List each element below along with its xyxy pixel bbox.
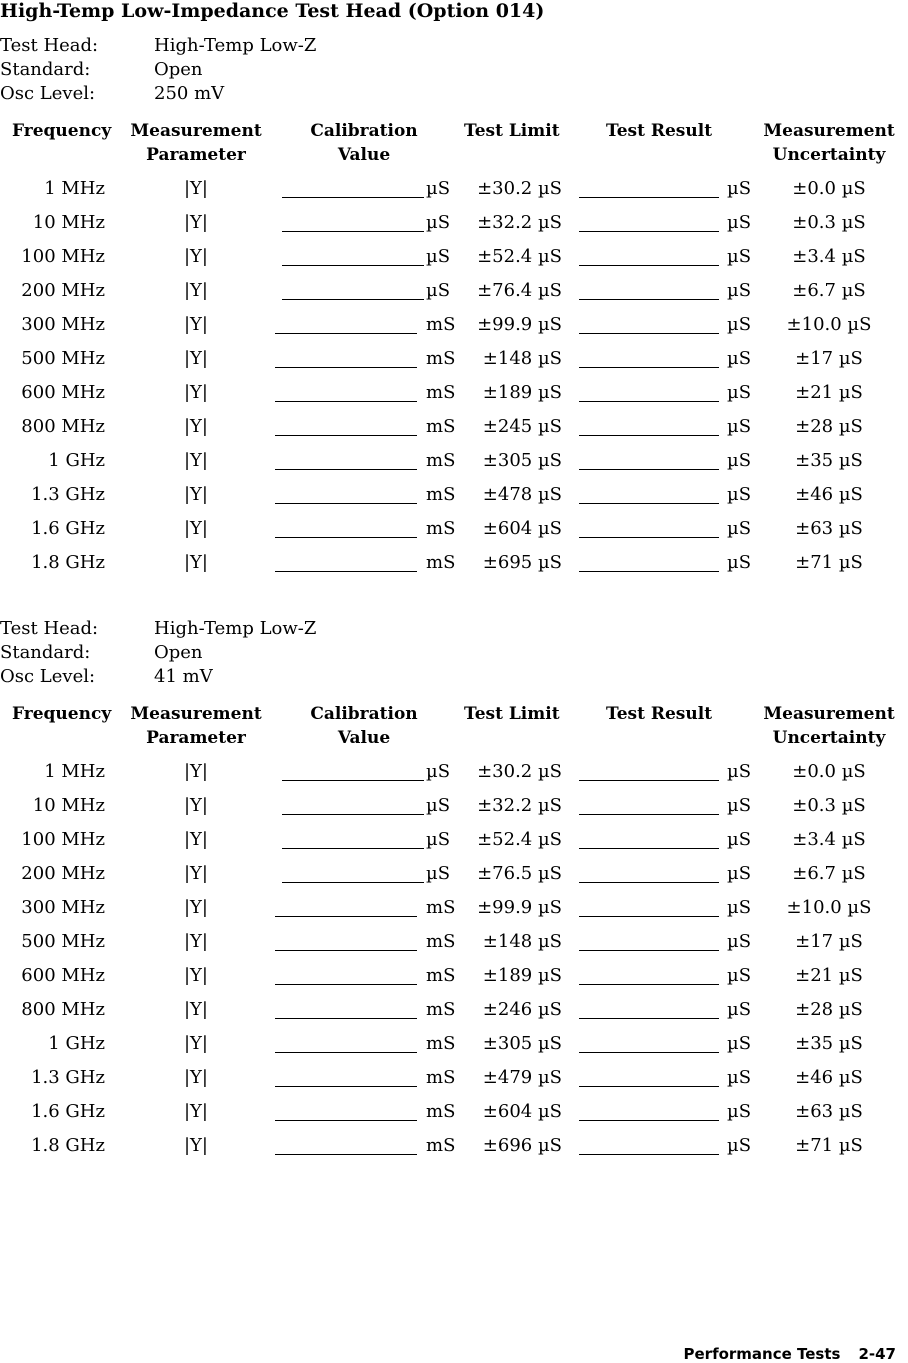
test-result-unit: µS: [727, 1033, 752, 1054]
frequency-cell: 200 MHz: [21, 863, 105, 884]
test-result-unit: µS: [727, 1067, 752, 1088]
meta-label: Test Head:: [0, 35, 99, 56]
uncertainty-cell: ±71 µS: [795, 552, 863, 573]
header-measurement-uncertainty: [760, 119, 898, 167]
meta-row: [0, 59, 908, 83]
meta-value: High-Temp Low-Z: [154, 35, 317, 56]
frequency-cell: 1.3 GHz: [31, 484, 105, 505]
uncertainty-cell: ±35 µS: [795, 1033, 863, 1054]
uncertainty-cell: ±21 µS: [795, 965, 863, 986]
calibration-unit: µS: [426, 761, 451, 782]
calibration-value-blank[interactable]: [275, 1018, 417, 1019]
frequency-cell: 1.8 GHz: [31, 1135, 105, 1156]
page-footer: [684, 1345, 897, 1363]
calibration-unit: mS: [426, 484, 456, 505]
parameter-cell: |Y|: [183, 965, 208, 986]
test-result-blank[interactable]: [579, 1120, 719, 1121]
uncertainty-cell: ±63 µS: [795, 1101, 863, 1122]
calibration-unit: mS: [426, 450, 456, 471]
page-title: High-Temp Low-Impedance Test Head (Option 014): [0, 0, 545, 22]
test-result-blank[interactable]: [579, 950, 719, 951]
calibration-unit: mS: [426, 999, 456, 1020]
calibration-value-blank[interactable]: [282, 231, 424, 232]
table-row: [0, 896, 908, 930]
frequency-cell: 1 MHz: [44, 761, 105, 782]
calibration-value-blank[interactable]: [275, 537, 417, 538]
header-line: Uncertainty: [772, 145, 886, 165]
calibration-value-blank[interactable]: [275, 950, 417, 951]
test-result-blank[interactable]: [579, 916, 719, 917]
calibration-value-blank[interactable]: [275, 469, 417, 470]
test-result-blank[interactable]: [579, 1018, 719, 1019]
test-result-blank[interactable]: [579, 333, 719, 334]
test-result-blank[interactable]: [579, 265, 719, 266]
table-row: [0, 449, 908, 483]
test-result-blank[interactable]: [579, 367, 719, 368]
uncertainty-cell: ±6.7 µS: [792, 863, 866, 884]
test-limit-cell: ±76.4 µS: [477, 280, 562, 301]
calibration-value-blank[interactable]: [282, 848, 424, 849]
test-result-blank[interactable]: [579, 537, 719, 538]
uncertainty-cell: ±35 µS: [795, 450, 863, 471]
test-result-unit: µS: [727, 829, 752, 850]
calibration-value-blank[interactable]: [275, 571, 417, 572]
test-limit-cell: ±604 µS: [482, 518, 562, 539]
calibration-unit: µS: [426, 863, 451, 884]
test-limit-cell: ±148 µS: [482, 348, 562, 369]
meta-row: [0, 618, 908, 642]
frequency-cell: 100 MHz: [21, 246, 105, 267]
frequency-cell: 1 GHz: [48, 450, 105, 471]
test-result-blank[interactable]: [579, 469, 719, 470]
test-result-blank[interactable]: [579, 1154, 719, 1155]
header-measurement-uncertainty: [760, 702, 898, 750]
frequency-cell: 1.8 GHz: [31, 552, 105, 573]
test-result-unit: µS: [727, 931, 752, 952]
uncertainty-cell: ±17 µS: [795, 348, 863, 369]
table-row: [0, 313, 908, 347]
calibration-value-blank[interactable]: [275, 916, 417, 917]
table-row: [0, 828, 908, 862]
test-limit-cell: ±52.4 µS: [477, 829, 562, 850]
meta-value: Open: [154, 59, 203, 80]
calibration-unit: µS: [426, 280, 451, 301]
table-header: [0, 119, 908, 177]
uncertainty-cell: ±6.7 µS: [792, 280, 866, 301]
table-row: [0, 964, 908, 998]
header-line: Value: [337, 145, 391, 165]
meta-row: [0, 35, 908, 59]
calibration-unit: mS: [426, 1135, 456, 1156]
uncertainty-cell: ±21 µS: [795, 382, 863, 403]
frequency-cell: 300 MHz: [21, 897, 105, 918]
uncertainty-cell: ±10.0 µS: [786, 314, 872, 335]
table-row: [0, 483, 908, 517]
uncertainty-cell: ±0.0 µS: [792, 178, 866, 199]
header-frequency: Frequency: [12, 704, 112, 724]
meta-label: Osc Level:: [0, 666, 96, 687]
calibration-unit: mS: [426, 552, 456, 573]
header-line: Calibration: [310, 121, 418, 141]
test-result-unit: µS: [727, 484, 752, 505]
meta-label: Osc Level:: [0, 83, 96, 104]
header-line: Measurement: [763, 704, 895, 724]
parameter-cell: |Y|: [183, 212, 208, 233]
test-result-unit: µS: [727, 450, 752, 471]
header-calibration-value: [296, 119, 432, 167]
header-line: Parameter: [146, 145, 246, 165]
test-result-blank[interactable]: [579, 231, 719, 232]
test-result-unit: µS: [727, 382, 752, 403]
meta-row: [0, 642, 908, 666]
calibration-unit: mS: [426, 965, 456, 986]
calibration-unit: mS: [426, 1101, 456, 1122]
test-limit-cell: ±148 µS: [482, 931, 562, 952]
calibration-unit: mS: [426, 1033, 456, 1054]
calibration-value-blank[interactable]: [275, 1086, 417, 1087]
test-result-unit: µS: [727, 314, 752, 335]
parameter-cell: |Y|: [183, 1135, 208, 1156]
parameter-cell: |Y|: [183, 1101, 208, 1122]
table-row: [0, 279, 908, 313]
parameter-cell: |Y|: [183, 178, 208, 199]
test-result-unit: µS: [727, 178, 752, 199]
test-limit-cell: ±245 µS: [482, 416, 562, 437]
parameter-cell: |Y|: [183, 280, 208, 301]
meta-label: Standard:: [0, 642, 91, 663]
uncertainty-cell: ±28 µS: [795, 999, 863, 1020]
uncertainty-cell: ±63 µS: [795, 518, 863, 539]
header-frequency: Frequency: [12, 121, 112, 141]
frequency-cell: 1.3 GHz: [31, 1067, 105, 1088]
header-test-result: Test Result: [606, 121, 713, 141]
test-result-blank[interactable]: [579, 435, 719, 436]
frequency-cell: 300 MHz: [21, 314, 105, 335]
parameter-cell: |Y|: [183, 348, 208, 369]
test-result-unit: µS: [727, 999, 752, 1020]
calibration-unit: mS: [426, 382, 456, 403]
test-limit-cell: ±246 µS: [482, 999, 562, 1020]
test-limit-cell: ±32.2 µS: [477, 212, 562, 233]
frequency-cell: 1 GHz: [48, 1033, 105, 1054]
test-result-unit: µS: [727, 348, 752, 369]
frequency-cell: 600 MHz: [21, 965, 105, 986]
header-line: Measurement: [763, 121, 895, 141]
uncertainty-cell: ±17 µS: [795, 931, 863, 952]
header-measurement-parameter: [128, 119, 264, 167]
uncertainty-cell: ±3.4 µS: [792, 829, 866, 850]
table-row: [0, 347, 908, 381]
header-line: Measurement: [130, 121, 262, 141]
footer-section-title: Performance Tests: [683, 1345, 841, 1363]
uncertainty-cell: ±10.0 µS: [786, 897, 872, 918]
meta-row: [0, 83, 908, 107]
meta-value: Open: [154, 642, 203, 663]
header-line: Value: [337, 728, 391, 748]
meta-value: High-Temp Low-Z: [154, 618, 317, 639]
measurement-table: [0, 702, 908, 1168]
test-limit-cell: ±305 µS: [482, 450, 562, 471]
test-result-unit: µS: [727, 863, 752, 884]
calibration-value-blank[interactable]: [282, 814, 424, 815]
table-row: [0, 862, 908, 896]
table-header: [0, 702, 908, 760]
meta-label: Standard:: [0, 59, 91, 80]
calibration-unit: mS: [426, 416, 456, 437]
parameter-cell: |Y|: [183, 999, 208, 1020]
test-result-unit: µS: [727, 416, 752, 437]
test-limit-cell: ±604 µS: [482, 1101, 562, 1122]
parameter-cell: |Y|: [183, 897, 208, 918]
test-result-unit: µS: [727, 212, 752, 233]
calibration-value-blank[interactable]: [282, 299, 424, 300]
frequency-cell: 500 MHz: [21, 348, 105, 369]
frequency-cell: 100 MHz: [21, 829, 105, 850]
test-limit-cell: ±52.4 µS: [477, 246, 562, 267]
frequency-cell: 10 MHz: [32, 212, 105, 233]
uncertainty-cell: ±0.0 µS: [792, 761, 866, 782]
test-result-unit: µS: [727, 246, 752, 267]
table-row: [0, 998, 908, 1032]
test-limit-cell: ±695 µS: [482, 552, 562, 573]
table-row: [0, 1066, 908, 1100]
test-result-unit: µS: [727, 518, 752, 539]
calibration-value-blank[interactable]: [275, 984, 417, 985]
test-result-blank[interactable]: [579, 197, 719, 198]
calibration-unit: µS: [426, 829, 451, 850]
test-result-blank[interactable]: [579, 571, 719, 572]
uncertainty-cell: ±46 µS: [795, 484, 863, 505]
table-row: [0, 517, 908, 551]
parameter-cell: |Y|: [183, 795, 208, 816]
meta-row: [0, 666, 908, 690]
test-section-41mv: [0, 618, 908, 1168]
test-result-blank[interactable]: [579, 780, 719, 781]
uncertainty-cell: ±0.3 µS: [792, 795, 866, 816]
parameter-cell: |Y|: [183, 829, 208, 850]
calibration-unit: µS: [426, 178, 451, 199]
calibration-unit: mS: [426, 348, 456, 369]
calibration-value-blank[interactable]: [275, 435, 417, 436]
table-row: [0, 551, 908, 585]
test-limit-cell: ±30.2 µS: [477, 178, 562, 199]
page-number: 2-47: [858, 1345, 896, 1363]
calibration-value-blank[interactable]: [275, 1120, 417, 1121]
uncertainty-cell: ±46 µS: [795, 1067, 863, 1088]
test-result-blank[interactable]: [579, 814, 719, 815]
uncertainty-cell: ±0.3 µS: [792, 212, 866, 233]
meta-value: 41 mV: [154, 666, 213, 687]
frequency-cell: 800 MHz: [21, 416, 105, 437]
test-result-blank[interactable]: [579, 984, 719, 985]
header-line: Measurement: [130, 704, 262, 724]
test-result-blank[interactable]: [579, 401, 719, 402]
table-row: [0, 211, 908, 245]
frequency-cell: 1.6 GHz: [31, 1101, 105, 1122]
parameter-cell: |Y|: [183, 552, 208, 573]
header-calibration-value: [296, 702, 432, 750]
frequency-cell: 10 MHz: [32, 795, 105, 816]
table-row: [0, 794, 908, 828]
calibration-value-blank[interactable]: [275, 503, 417, 504]
test-limit-cell: ±478 µS: [482, 484, 562, 505]
parameter-cell: |Y|: [183, 484, 208, 505]
calibration-value-blank[interactable]: [282, 780, 424, 781]
calibration-value-blank[interactable]: [282, 882, 424, 883]
table-row: [0, 1032, 908, 1066]
test-result-blank[interactable]: [579, 503, 719, 504]
test-limit-cell: ±99.9 µS: [477, 897, 562, 918]
test-limit-cell: ±30.2 µS: [477, 761, 562, 782]
test-limit-cell: ±99.9 µS: [477, 314, 562, 335]
parameter-cell: |Y|: [183, 931, 208, 952]
test-limit-cell: ±189 µS: [482, 382, 562, 403]
meta-value: 250 mV: [154, 83, 225, 104]
header-test-limit: Test Limit: [464, 704, 560, 724]
frequency-cell: 600 MHz: [21, 382, 105, 403]
calibration-unit: µS: [426, 795, 451, 816]
test-result-blank[interactable]: [579, 848, 719, 849]
calibration-value-blank[interactable]: [275, 1052, 417, 1053]
test-limit-cell: ±479 µS: [482, 1067, 562, 1088]
test-result-blank[interactable]: [579, 882, 719, 883]
test-result-blank[interactable]: [579, 1086, 719, 1087]
header-line: Parameter: [146, 728, 246, 748]
parameter-cell: |Y|: [183, 416, 208, 437]
header-line: Uncertainty: [772, 728, 886, 748]
test-result-unit: µS: [727, 552, 752, 573]
test-limit-cell: ±305 µS: [482, 1033, 562, 1054]
parameter-cell: |Y|: [183, 1033, 208, 1054]
calibration-unit: mS: [426, 314, 456, 335]
test-result-unit: µS: [727, 897, 752, 918]
header-measurement-parameter: [128, 702, 264, 750]
test-result-unit: µS: [727, 965, 752, 986]
meta-label: Test Head:: [0, 618, 99, 639]
calibration-value-blank[interactable]: [282, 197, 424, 198]
test-result-unit: µS: [727, 795, 752, 816]
test-result-blank[interactable]: [579, 299, 719, 300]
calibration-value-blank[interactable]: [275, 333, 417, 334]
measurement-table: [0, 119, 908, 585]
table-row: [0, 415, 908, 449]
test-section-250mv: [0, 35, 908, 585]
parameter-cell: |Y|: [183, 863, 208, 884]
test-limit-cell: ±32.2 µS: [477, 795, 562, 816]
frequency-cell: 500 MHz: [21, 931, 105, 952]
frequency-cell: 1 MHz: [44, 178, 105, 199]
frequency-cell: 800 MHz: [21, 999, 105, 1020]
table-row: [0, 381, 908, 415]
calibration-value-blank[interactable]: [275, 1154, 417, 1155]
calibration-unit: mS: [426, 931, 456, 952]
frequency-cell: 200 MHz: [21, 280, 105, 301]
test-limit-cell: ±696 µS: [482, 1135, 562, 1156]
test-limit-cell: ±76.5 µS: [477, 863, 562, 884]
header-line: Calibration: [310, 704, 418, 724]
parameter-cell: |Y|: [183, 382, 208, 403]
calibration-value-blank[interactable]: [275, 367, 417, 368]
table-row: [0, 245, 908, 279]
table-row: [0, 177, 908, 211]
test-result-blank[interactable]: [579, 1052, 719, 1053]
test-result-unit: µS: [727, 280, 752, 301]
table-row: [0, 1134, 908, 1168]
parameter-cell: |Y|: [183, 450, 208, 471]
calibration-unit: µS: [426, 246, 451, 267]
table-row: [0, 1100, 908, 1134]
uncertainty-cell: ±3.4 µS: [792, 246, 866, 267]
parameter-cell: |Y|: [183, 314, 208, 335]
calibration-unit: mS: [426, 897, 456, 918]
parameter-cell: |Y|: [183, 518, 208, 539]
calibration-unit: µS: [426, 212, 451, 233]
table-row: [0, 760, 908, 794]
calibration-unit: mS: [426, 518, 456, 539]
test-result-unit: µS: [727, 1101, 752, 1122]
test-result-unit: µS: [727, 1135, 752, 1156]
calibration-value-blank[interactable]: [282, 265, 424, 266]
uncertainty-cell: ±71 µS: [795, 1135, 863, 1156]
header-test-limit: Test Limit: [464, 121, 560, 141]
test-limit-cell: ±189 µS: [482, 965, 562, 986]
header-test-result: Test Result: [606, 704, 713, 724]
calibration-unit: mS: [426, 1067, 456, 1088]
test-result-unit: µS: [727, 761, 752, 782]
parameter-cell: |Y|: [183, 1067, 208, 1088]
uncertainty-cell: ±28 µS: [795, 416, 863, 437]
calibration-value-blank[interactable]: [275, 401, 417, 402]
frequency-cell: 1.6 GHz: [31, 518, 105, 539]
parameter-cell: |Y|: [183, 246, 208, 267]
parameter-cell: |Y|: [183, 761, 208, 782]
table-row: [0, 930, 908, 964]
